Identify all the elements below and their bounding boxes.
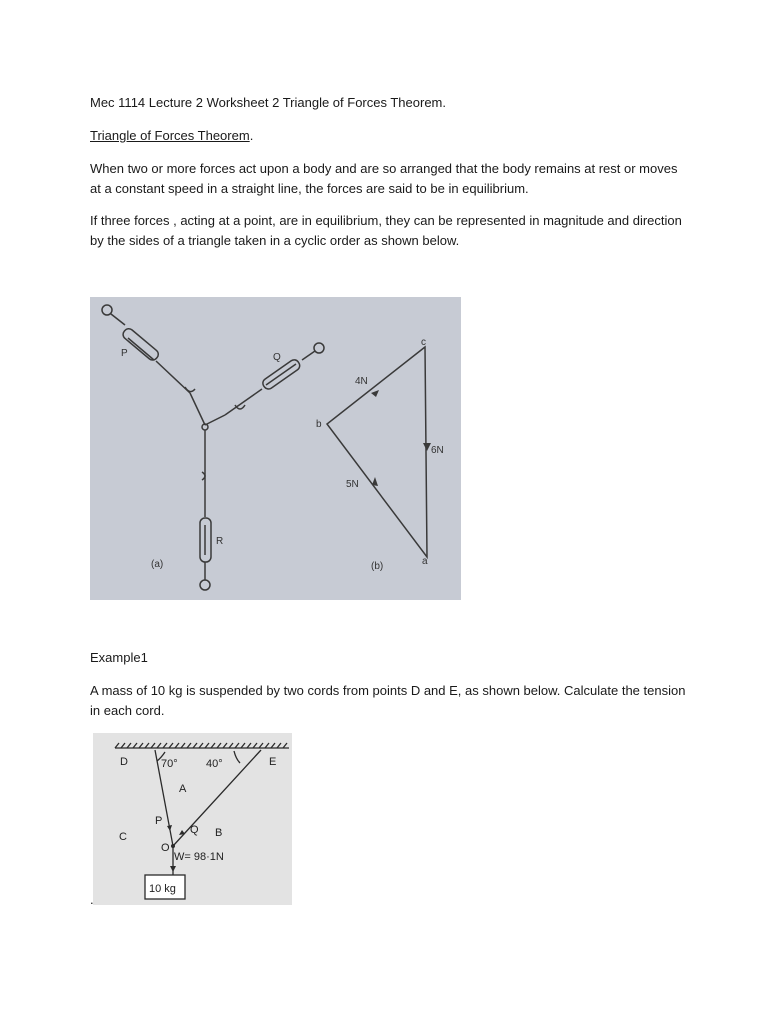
label-q: Q [273, 352, 281, 363]
example-heading: Example1 [90, 650, 148, 665]
force-ab-label: 5N [346, 479, 359, 490]
space-c-label: C [119, 831, 127, 843]
section-title-text: Triangle of Forces Theorem [90, 128, 250, 143]
figure-suspended-mass [93, 733, 292, 905]
force-bc-label: 4N [355, 376, 368, 387]
space-a-label: A [179, 783, 187, 795]
angle-d-label: 70° [161, 758, 178, 770]
paragraph-triangle-of-forces: If three forces , acting at a point, are in equilibrium, they can be represented in magnitude and direction by the sides of a triangle taken in a cyclic order as shown below. [90, 213, 682, 248]
section-title-period: . [249, 128, 254, 143]
caption-a: (a) [151, 559, 164, 570]
point-e-label: E [269, 756, 277, 768]
node-o [171, 844, 175, 848]
weight-label: W= 98·1N [174, 851, 224, 863]
vertex-a: a [422, 556, 428, 567]
document-header: Mec 1114 Lecture 2 Worksheet 2 Triangle of Forces Theorem. [90, 95, 446, 110]
angle-e-label: 40° [206, 758, 223, 770]
point-d-label: D [120, 756, 128, 768]
force-p-label: P [155, 815, 163, 827]
label-r: R [216, 536, 224, 547]
example-text: A mass of 10 kg is suspended by two cords from points D and E, as shown below. Calculate the tension in each cord. [90, 683, 686, 718]
trailing-mark: . [90, 892, 94, 907]
vertex-c: c [421, 337, 426, 348]
force-q-label: Q [190, 824, 199, 836]
paragraph-equilibrium: When two or more forces act upon a body and are so arranged that the body remains at rest or moves at a constant speed in a straight line, the forces are said to be in equilibrium. [90, 161, 678, 196]
point-o-label: O [161, 842, 170, 854]
figure-triangle-of-forces [90, 297, 461, 600]
space-b-label: B [215, 827, 223, 839]
caption-b: (b) [371, 561, 384, 572]
figure1-background [90, 297, 461, 600]
mass-label: 10 kg [149, 883, 176, 895]
section-title [90, 126, 690, 146]
force-ca-label: 6N [431, 445, 444, 456]
label-p: P [121, 348, 128, 359]
vertex-b: b [316, 419, 322, 430]
